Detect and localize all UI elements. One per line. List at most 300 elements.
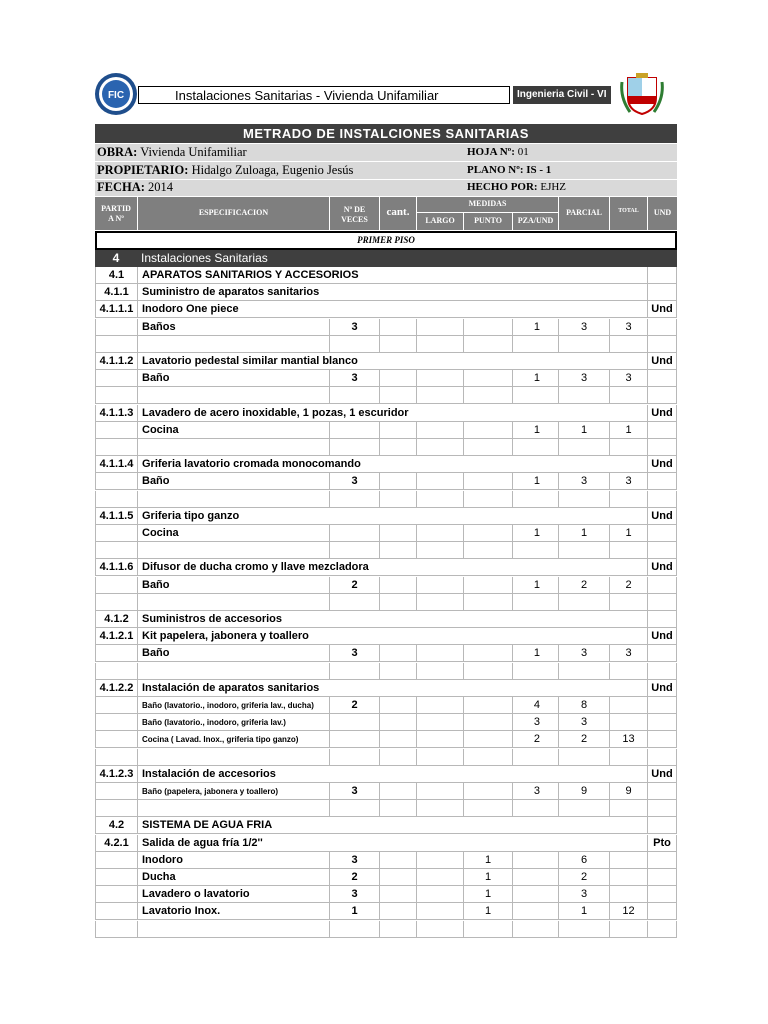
table-cell bbox=[610, 714, 648, 731]
table-row bbox=[95, 473, 677, 490]
table-cell bbox=[648, 267, 677, 284]
table-cell bbox=[330, 714, 380, 731]
cell-text: Cocina bbox=[142, 423, 179, 436]
cell-text: Cocina ( Lavad. Inox., griferia tipo ganzo) bbox=[142, 735, 299, 745]
cell-text: 1 bbox=[533, 647, 540, 660]
table-cell bbox=[417, 594, 464, 611]
table-cell bbox=[464, 594, 513, 611]
cell-text: 3 bbox=[625, 475, 632, 488]
table-cell bbox=[138, 697, 330, 714]
table-cell bbox=[513, 749, 559, 766]
table-cell bbox=[464, 525, 513, 542]
table-cell bbox=[648, 456, 677, 473]
table-cell bbox=[417, 800, 464, 817]
table-cell bbox=[417, 697, 464, 714]
col-especificacion: ESPECIFICACION bbox=[198, 208, 269, 217]
table-cell bbox=[648, 817, 677, 834]
table-cell bbox=[513, 783, 559, 800]
cell-text: Ducha bbox=[142, 871, 176, 883]
cell-text: Und bbox=[651, 355, 673, 367]
table-cell bbox=[138, 852, 330, 869]
propietario-value: Hidalgo Zuloaga, Eugenio Jesús bbox=[191, 163, 354, 177]
table-cell bbox=[610, 783, 648, 800]
cell-text: 4.1.1.1 bbox=[99, 303, 134, 316]
table-cell bbox=[610, 749, 648, 766]
table-cell bbox=[648, 628, 677, 645]
course-badge: Ingenieria Civil - VI bbox=[513, 86, 611, 104]
table-cell bbox=[138, 645, 330, 662]
table-row bbox=[95, 783, 677, 800]
table-cell bbox=[610, 645, 648, 662]
table-cell bbox=[464, 370, 513, 387]
table-cell bbox=[138, 663, 330, 680]
table-cell bbox=[464, 645, 513, 662]
table-row bbox=[95, 921, 677, 938]
column-header bbox=[95, 197, 677, 230]
table-cell bbox=[648, 731, 677, 748]
table-cell bbox=[513, 439, 559, 456]
cell-text: Lavatorio Inox. bbox=[142, 905, 221, 918]
table-cell bbox=[330, 594, 380, 611]
obra-label: OBRA: bbox=[97, 145, 138, 159]
cell-text: 2 bbox=[351, 699, 358, 711]
table-cell bbox=[380, 319, 417, 336]
table-cell bbox=[648, 783, 677, 800]
table-cell bbox=[330, 921, 380, 938]
table-cell bbox=[380, 336, 417, 353]
table-cell bbox=[559, 731, 610, 748]
table-cell bbox=[95, 903, 138, 920]
col-punto: PUNTO bbox=[474, 216, 502, 225]
cell-text: Salida de agua fría 1/2'' bbox=[142, 836, 263, 849]
table-cell bbox=[330, 319, 380, 336]
table-cell bbox=[138, 525, 330, 542]
hecho-label: HECHO POR: bbox=[467, 181, 538, 193]
table-cell bbox=[559, 387, 610, 404]
table-cell bbox=[380, 473, 417, 490]
table-cell bbox=[380, 370, 417, 387]
cell-text: Und bbox=[651, 509, 673, 522]
table-cell bbox=[513, 473, 559, 490]
cell-text: Kit papelera, jabonera y toallero bbox=[142, 630, 309, 643]
cell-text: 12 bbox=[622, 905, 635, 918]
table-cell bbox=[610, 697, 648, 714]
cell-text: SISTEMA DE AGUA FRIA bbox=[142, 819, 273, 832]
table-cell bbox=[138, 749, 330, 766]
table-cell bbox=[95, 714, 138, 731]
cell-text: 3 bbox=[533, 716, 540, 729]
table-cell bbox=[513, 422, 559, 439]
table-cell bbox=[138, 903, 330, 920]
col-cant: cant. bbox=[386, 206, 410, 218]
table-cell bbox=[417, 869, 464, 886]
table-row bbox=[95, 336, 677, 353]
table-cell bbox=[380, 886, 417, 903]
table-cell bbox=[95, 628, 138, 645]
cell-text: 4.1.1.5 bbox=[99, 509, 134, 522]
table-row bbox=[95, 680, 677, 697]
table-cell bbox=[610, 903, 648, 920]
cell-text: Difusor de ducha cromo y llave mezcladora bbox=[142, 561, 369, 574]
table-cell bbox=[417, 491, 464, 508]
table-cell bbox=[648, 405, 677, 422]
table-cell bbox=[95, 731, 138, 748]
table-cell bbox=[648, 284, 677, 301]
section-bar bbox=[95, 250, 677, 267]
table-cell bbox=[417, 387, 464, 404]
table-row bbox=[95, 559, 677, 576]
table-cell bbox=[138, 491, 330, 508]
table-cell bbox=[648, 921, 677, 938]
table-cell bbox=[648, 611, 677, 628]
table-cell bbox=[380, 852, 417, 869]
cell-text: Inodoro One piece bbox=[142, 303, 239, 316]
table-cell bbox=[648, 336, 677, 353]
table-cell bbox=[95, 542, 138, 559]
table-cell bbox=[138, 405, 648, 422]
table-row bbox=[95, 628, 677, 645]
table-row bbox=[95, 903, 677, 920]
table-cell bbox=[648, 835, 677, 852]
table-cell bbox=[95, 301, 138, 318]
cell-text: 1 bbox=[484, 871, 492, 883]
table-cell bbox=[513, 387, 559, 404]
cell-text: 9 bbox=[625, 785, 632, 797]
cell-text: 1 bbox=[580, 527, 588, 539]
table-cell bbox=[330, 387, 380, 404]
table-cell bbox=[95, 422, 138, 439]
table-cell bbox=[648, 301, 677, 318]
table-cell bbox=[559, 439, 610, 456]
table-cell bbox=[610, 869, 648, 886]
document-title: METRADO DE INSTALCIONES SANITARIAS bbox=[95, 124, 677, 143]
cell-text: 1 bbox=[533, 423, 540, 436]
table-cell bbox=[330, 903, 380, 920]
cell-text: 1 bbox=[484, 853, 492, 866]
table-cell bbox=[330, 422, 380, 439]
table-cell bbox=[95, 800, 138, 817]
table-cell bbox=[330, 852, 380, 869]
cell-text: Baño bbox=[142, 647, 170, 660]
table-cell bbox=[648, 508, 677, 525]
table-cell bbox=[95, 783, 138, 800]
table-cell bbox=[95, 525, 138, 542]
table-cell bbox=[380, 869, 417, 886]
table-cell bbox=[464, 439, 513, 456]
cell-text: 4.1.1.4 bbox=[99, 458, 134, 471]
table-cell bbox=[610, 731, 648, 748]
table-cell bbox=[513, 663, 559, 680]
table-cell bbox=[95, 869, 138, 886]
table-cell bbox=[464, 714, 513, 731]
table-cell bbox=[513, 525, 559, 542]
cell-text: Cocina bbox=[142, 527, 179, 539]
table-cell bbox=[138, 267, 648, 284]
cell-text: 3 bbox=[625, 647, 632, 660]
table-cell bbox=[138, 542, 330, 559]
table-cell bbox=[380, 714, 417, 731]
table-cell bbox=[380, 697, 417, 714]
table-cell bbox=[95, 697, 138, 714]
table-cell bbox=[330, 663, 380, 680]
table-cell bbox=[648, 594, 677, 611]
cell-text: Inodoro bbox=[142, 853, 183, 866]
table-row bbox=[95, 491, 677, 508]
table-cell bbox=[559, 886, 610, 903]
cell-text: 4.1.1.3 bbox=[99, 406, 134, 419]
col-total: TOTAL bbox=[618, 208, 639, 214]
table-cell bbox=[95, 405, 138, 422]
cell-text: 3 bbox=[625, 320, 632, 333]
table-cell bbox=[464, 886, 513, 903]
col-medidas: MEDIDAS bbox=[468, 199, 507, 208]
col-parcial: PARCIAL bbox=[566, 208, 602, 217]
cell-text: 6 bbox=[580, 853, 588, 866]
cell-text: 4.1.1.6 bbox=[99, 561, 134, 574]
table-cell bbox=[138, 611, 648, 628]
cell-text: Baño (lavatorio., inodoro, griferia lav., ducha) bbox=[142, 701, 314, 710]
cell-text: 13 bbox=[622, 733, 635, 746]
col-veces-2: VECES bbox=[341, 215, 368, 224]
table-cell bbox=[464, 491, 513, 508]
table-cell bbox=[464, 731, 513, 748]
table-cell bbox=[648, 663, 677, 680]
table-cell bbox=[380, 663, 417, 680]
table-cell bbox=[417, 852, 464, 869]
cell-text: Baño bbox=[142, 578, 170, 591]
cell-text: 2 bbox=[580, 871, 588, 883]
table-row bbox=[95, 886, 677, 903]
svg-text:FIC: FIC bbox=[107, 90, 125, 101]
table-cell bbox=[648, 749, 677, 766]
cell-text: Lavatorio pedestal similar mantial blanco bbox=[142, 355, 358, 367]
table-cell bbox=[559, 370, 610, 387]
table-cell bbox=[330, 800, 380, 817]
cell-text: 3 bbox=[351, 785, 358, 797]
table-cell bbox=[330, 491, 380, 508]
cell-text: 4.2.1 bbox=[104, 836, 129, 849]
table-cell bbox=[138, 783, 330, 800]
university-seal-logo bbox=[94, 72, 138, 116]
cell-text: 1 bbox=[625, 423, 632, 436]
table-cell bbox=[138, 353, 648, 370]
table-cell bbox=[138, 869, 330, 886]
table-row bbox=[95, 731, 677, 748]
cell-text: Pto bbox=[653, 836, 671, 849]
table-cell bbox=[648, 800, 677, 817]
cell-text: Baño (papelera, jabonera y toallero) bbox=[142, 787, 279, 796]
table-cell bbox=[380, 525, 417, 542]
table-cell bbox=[513, 542, 559, 559]
table-cell bbox=[417, 714, 464, 731]
table-cell bbox=[138, 439, 330, 456]
cell-text: 4.1.2.1 bbox=[99, 630, 134, 643]
table-cell bbox=[513, 491, 559, 508]
table-row bbox=[95, 422, 677, 439]
table-cell bbox=[330, 783, 380, 800]
table-cell bbox=[464, 336, 513, 353]
table-row bbox=[95, 387, 677, 404]
table-cell bbox=[648, 422, 677, 439]
table-cell bbox=[417, 749, 464, 766]
table-cell bbox=[513, 869, 559, 886]
table-cell bbox=[464, 783, 513, 800]
table-row bbox=[95, 284, 677, 301]
hecho-value: EJHZ bbox=[540, 181, 567, 193]
table-cell bbox=[330, 645, 380, 662]
cell-text: 3 bbox=[351, 888, 358, 901]
cell-text: Suministros de accesorios bbox=[142, 613, 282, 625]
cell-text: Instalación de accesorios bbox=[142, 767, 276, 780]
table-row bbox=[95, 370, 677, 387]
table-row bbox=[95, 714, 677, 731]
table-cell bbox=[559, 903, 610, 920]
table-row bbox=[95, 835, 677, 852]
col-und: UND bbox=[653, 208, 672, 217]
table-row bbox=[95, 697, 677, 714]
table-cell bbox=[380, 542, 417, 559]
table-cell bbox=[648, 903, 677, 920]
table-row bbox=[95, 594, 677, 611]
table-cell bbox=[513, 903, 559, 920]
cell-text: 2 bbox=[351, 871, 358, 883]
table-cell bbox=[513, 370, 559, 387]
table-cell bbox=[417, 439, 464, 456]
table-cell bbox=[138, 559, 648, 576]
table-cell bbox=[559, 577, 610, 594]
page-header bbox=[0, 0, 768, 124]
table-cell bbox=[138, 921, 330, 938]
table-cell bbox=[417, 577, 464, 594]
cell-text: Und bbox=[651, 767, 673, 780]
table-cell bbox=[417, 903, 464, 920]
table-cell bbox=[610, 473, 648, 490]
table-cell bbox=[138, 319, 330, 336]
table-cell bbox=[610, 336, 648, 353]
table-cell bbox=[138, 800, 330, 817]
table-cell bbox=[417, 473, 464, 490]
table-cell bbox=[417, 336, 464, 353]
table-cell bbox=[464, 921, 513, 938]
table-cell bbox=[380, 577, 417, 594]
cell-text: 3 bbox=[351, 647, 358, 660]
cell-text: 1 bbox=[533, 320, 540, 333]
fecha-value: 2014 bbox=[148, 180, 174, 194]
table-cell bbox=[648, 559, 677, 576]
table-row bbox=[95, 301, 677, 318]
table-cell bbox=[610, 422, 648, 439]
table-cell bbox=[464, 697, 513, 714]
table-cell bbox=[380, 645, 417, 662]
cell-text: 1 bbox=[580, 905, 588, 918]
table-row bbox=[95, 456, 677, 473]
table-row bbox=[95, 542, 677, 559]
table-cell bbox=[95, 680, 138, 697]
table-row bbox=[95, 749, 677, 766]
table-cell bbox=[513, 336, 559, 353]
table-cell bbox=[95, 473, 138, 490]
table-cell bbox=[513, 921, 559, 938]
table-cell bbox=[95, 611, 138, 628]
table-cell bbox=[559, 697, 610, 714]
table-cell bbox=[417, 731, 464, 748]
table-cell bbox=[648, 714, 677, 731]
cell-text: 1 bbox=[484, 888, 492, 901]
section-number: 4 bbox=[112, 251, 120, 265]
table-cell bbox=[417, 921, 464, 938]
cell-text: Baños bbox=[142, 320, 176, 333]
cell-text: 2 bbox=[351, 578, 358, 591]
table-cell bbox=[610, 886, 648, 903]
table-cell bbox=[95, 439, 138, 456]
table-cell bbox=[95, 559, 138, 576]
table-cell bbox=[610, 439, 648, 456]
table-cell bbox=[648, 680, 677, 697]
cell-text: 3 bbox=[533, 785, 540, 797]
table-cell bbox=[559, 473, 610, 490]
table-cell bbox=[648, 353, 677, 370]
table-cell bbox=[95, 353, 138, 370]
table-cell bbox=[95, 886, 138, 903]
table-cell bbox=[95, 336, 138, 353]
table-cell bbox=[380, 749, 417, 766]
table-cell bbox=[464, 387, 513, 404]
table-cell bbox=[138, 284, 648, 301]
table-cell bbox=[95, 766, 138, 783]
table-cell bbox=[138, 628, 648, 645]
table-cell bbox=[330, 336, 380, 353]
table-cell bbox=[95, 319, 138, 336]
table-cell bbox=[648, 387, 677, 404]
cell-text: 4.1.2 bbox=[104, 613, 129, 625]
table-cell bbox=[559, 422, 610, 439]
cell-text: Und bbox=[651, 630, 673, 643]
table-cell bbox=[330, 731, 380, 748]
table-row bbox=[95, 353, 677, 370]
table-cell bbox=[464, 903, 513, 920]
table-row bbox=[95, 817, 677, 834]
plano-label: PLANO Nº: bbox=[467, 164, 524, 176]
table-cell bbox=[330, 886, 380, 903]
table-cell bbox=[559, 800, 610, 817]
propietario-label: PROPIETARIO: bbox=[97, 163, 189, 177]
table-row bbox=[95, 319, 677, 336]
table-cell bbox=[417, 542, 464, 559]
cell-text: 3 bbox=[351, 372, 358, 385]
table-cell bbox=[513, 852, 559, 869]
cell-text: Lavadero o lavatorio bbox=[142, 888, 250, 901]
table-cell bbox=[559, 525, 610, 542]
cell-text: 3 bbox=[351, 475, 358, 488]
table-cell bbox=[95, 817, 138, 834]
project-title: Instalaciones Sanitarias - Vivienda Unifamiliar bbox=[138, 86, 510, 104]
cell-text: Baño (lavatorio., inodoro, griferia lav.) bbox=[142, 718, 286, 728]
table-cell bbox=[330, 542, 380, 559]
table-cell bbox=[648, 852, 677, 869]
table-cell bbox=[559, 594, 610, 611]
table-cell bbox=[138, 766, 648, 783]
cell-text: 3 bbox=[580, 475, 588, 488]
table-cell bbox=[417, 645, 464, 662]
table-cell bbox=[648, 577, 677, 594]
cell-text: 9 bbox=[580, 785, 588, 797]
col-partida-2: A Nº bbox=[108, 214, 124, 223]
table-cell bbox=[95, 645, 138, 662]
table-cell bbox=[380, 594, 417, 611]
cell-text: 3 bbox=[625, 372, 632, 385]
table-cell bbox=[610, 525, 648, 542]
cell-text: 4.1.1 bbox=[104, 286, 129, 299]
